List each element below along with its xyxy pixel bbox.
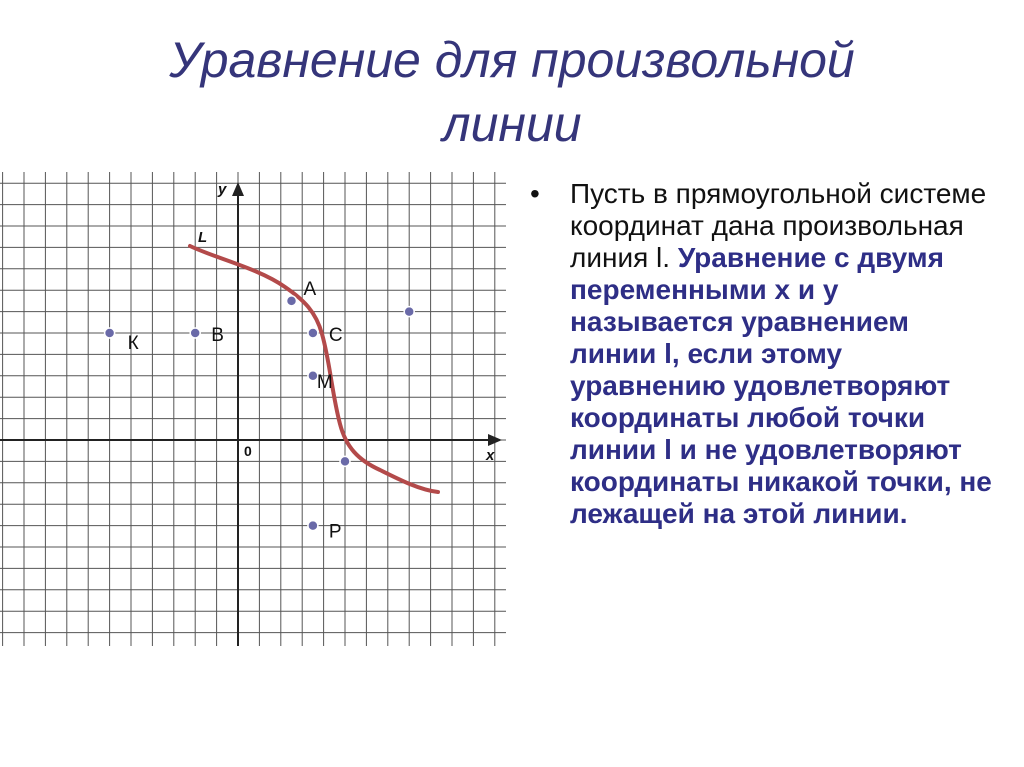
definition-emphasis: Уравнение с двумя переменными x и y называется уравнением линии l, если этому уравнению удовлетворяют координаты любой точки линии l и не удовлетворяют координаты никакой точки, не лежащей на этой линии. bbox=[570, 242, 992, 529]
point-d bbox=[404, 307, 414, 317]
title-line-1: Уравнение для произвольной bbox=[169, 32, 855, 88]
coordinate-graph bbox=[0, 172, 506, 646]
graph-svg bbox=[0, 172, 506, 646]
intro-text: Пусть в прямоугольной системе координат дана произвольная линия l. bbox=[570, 178, 987, 273]
point-label-a: А bbox=[303, 278, 317, 300]
point-k bbox=[105, 328, 115, 338]
point-label-m: М bbox=[316, 371, 333, 393]
x-axis-label: x bbox=[486, 447, 495, 464]
point-label-c: С bbox=[328, 325, 343, 346]
point-c bbox=[308, 328, 318, 338]
y-axis-arrow-icon bbox=[232, 182, 244, 196]
grid-lines bbox=[0, 172, 506, 646]
point-n bbox=[340, 456, 350, 466]
bullet-icon: • bbox=[530, 178, 540, 209]
axes bbox=[0, 181, 502, 646]
curve-label: L bbox=[198, 229, 208, 246]
origin-label: 0 bbox=[244, 443, 252, 459]
point-label-b: В bbox=[211, 325, 224, 346]
point-a bbox=[287, 296, 297, 306]
point-label-k: К bbox=[127, 333, 139, 354]
bullet-item bbox=[530, 178, 1000, 530]
slide-title bbox=[0, 28, 1024, 156]
title-line-2: линии bbox=[442, 96, 582, 152]
y-axis-label: y bbox=[218, 181, 227, 198]
definition-text bbox=[530, 178, 1000, 530]
point-label-p: Р bbox=[328, 521, 342, 543]
point-b bbox=[190, 328, 200, 338]
point-p bbox=[308, 521, 318, 531]
